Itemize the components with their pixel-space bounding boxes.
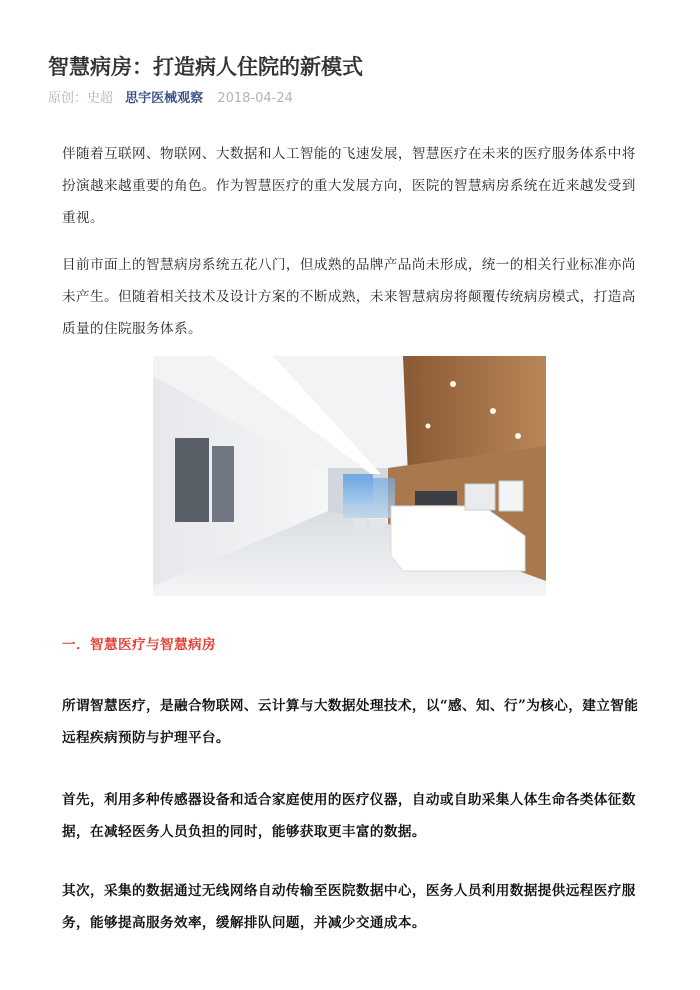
market-paragraph: 目前市面上的智慧病房系统五花八门，但成熟的品牌产品尚未形成，统一的相关行业标准亦尚未产生。但随着相关技术及设计方案的不断成熟，未来智慧病房将颠覆传统病房模式，打造高质量的住院服务体系。: [62, 257, 636, 337]
first-point-paragraph: 首先，利用多种传感器设备和适合家庭使用的医疗仪器，自动或自助采集人体生命各类体征数据，在减轻医务人员负担的同时，能够获取更丰富的数据。: [62, 792, 636, 840]
definition-paragraph: 所谓智慧医疗，是融合物联网、云计算与大数据处理技术，以“感、知、行”为核心，建立智能远程疾病预防与护理平台。: [62, 698, 639, 746]
section-heading: 一．智慧医疗与智慧病房: [62, 637, 216, 653]
author-name: 史超: [87, 91, 114, 106]
account-link[interactable]: 思宇医械观察: [125, 91, 204, 106]
smart-ward-photo: [153, 356, 546, 596]
publish-date: 2018-04-24: [217, 91, 293, 106]
original-label: 原创：: [48, 91, 88, 106]
intro-paragraph: 伴随着互联网、物联网、大数据和人工智能的飞速发展，智慧医疗在未来的医疗服务体系中将扮演越来越重要的角色。作为智慧医疗的重大发展方向，医院的智慧病房系统在近来越发受到重视。: [62, 146, 636, 226]
article-meta: [48, 88, 293, 110]
article-title: 智慧病房：打造病人住院的新模式: [48, 55, 363, 79]
second-point-paragraph: 其次，采集的数据通过无线网络自动传输至医院数据中心，医务人员利用数据提供远程医疗服务，能够提高服务效率，缓解排队问题，并减少交通成本。: [62, 883, 636, 931]
